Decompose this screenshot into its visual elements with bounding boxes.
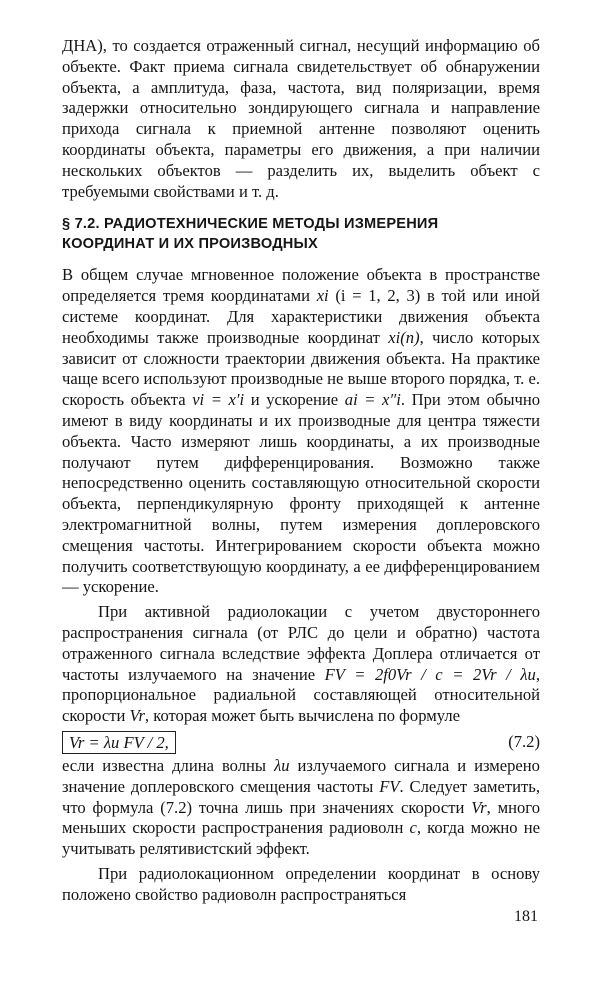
sym-xi: xi bbox=[316, 286, 329, 306]
sym-vi: vi = x′i bbox=[192, 390, 245, 410]
section-heading-line2: КООРДИНАТ И ИХ ПРОИЗВОДНЫХ bbox=[62, 236, 318, 253]
paragraph-top: ДНА), то создается отраженный сигнал, несущий информацию об объекте. Факт приема сигнала свидетельствует об обнаружении объекта, а амплитуда, фаза, частота, вид поляризации, время задержки относительно зондирующего сигнала и направление прихода сигнала к приемной антенне позволяют оценить координаты объекта, параметры его движения, а при наличии нескольких объектов — разделить их, выделить объект с требуемыми свойствами и т. д. bbox=[62, 36, 540, 201]
sym-fv: FV bbox=[379, 776, 400, 796]
section-heading bbox=[62, 214, 540, 254]
p1-text-e: . При этом обычно имеют в виду координаты и их производные для центра тяжести объекта. Часто измеряют лишь координаты, а их производные получают путем дифференцирования. Возможно также непосредственно оценить составляющую относительной скорости объекта, перпендикулярную фронту приходящей к антенне электромагнитной волны, путем измерения доплеровского смещения частоты. Интегрированием скорости объекта можно получить соответствующую координату, а ее дифференцированием — ускорение. bbox=[62, 390, 541, 597]
sym-ai: ai = x″i bbox=[344, 390, 401, 410]
sym-xin: xi(n) bbox=[388, 327, 420, 347]
p1-text-d: и ускорение bbox=[250, 390, 339, 410]
paragraph-doppler bbox=[62, 602, 540, 727]
equation-number: (7.2) bbox=[508, 732, 540, 752]
sym-vr: Vr bbox=[129, 706, 145, 726]
sym-c: c bbox=[409, 818, 417, 838]
p3-text-b: излучаемого сигнала и измерено значение доплеровского смещения частоты bbox=[62, 755, 540, 796]
sym-vr-2: Vr bbox=[471, 797, 487, 817]
sym-lambda: λи bbox=[274, 755, 290, 775]
p1-text-c: , число которых зависит от сложности траектории движения объекта. На практике чаще всего используют производные не выше второго порядка, т. е. скорость объекта bbox=[62, 327, 540, 410]
p2-text-a: При активной радиолокации с учетом двустороннего распространения сигнала (от РЛС до цели и обратно) частота отраженного сигнала вследствие эффекта Доплера отличается от частоты излучаемого на значение bbox=[62, 602, 540, 684]
p3-text-d: , много меньших скорости распространения радиоволн bbox=[62, 797, 540, 838]
formula-box: Vr = λи FV / 2, bbox=[62, 731, 176, 754]
paragraph-coordinates bbox=[62, 265, 540, 598]
page-number: 181 bbox=[514, 908, 538, 925]
p3-text-c: . Следует заметить, что формула (7.2) точна лишь при значениях скорости bbox=[62, 776, 540, 817]
book-page bbox=[62, 36, 540, 905]
p2-text-b: , пропорциональное радиальной составляющей относительной скорости bbox=[62, 664, 540, 726]
paragraph-formula-note bbox=[62, 756, 540, 860]
p1-text-b: (i = 1, 2, 3) в той или иной системе координат. Для характеристики движения объекта необходимы также производные координат bbox=[62, 286, 541, 347]
paragraph-last: При радиолокационном определении координат в основу положено свойство радиоволн распространяться bbox=[62, 863, 540, 904]
p1-text-a: В общем случае мгновенное положение объекта в пространстве определяется тремя координатами bbox=[62, 265, 540, 306]
p3-text-e: , когда можно не учитывать релятивистский эффект. bbox=[62, 818, 540, 859]
section-heading-line1: § 7.2. РАДИОТЕХНИЧЕСКИЕ МЕТОДЫ ИЗМЕРЕНИЯ bbox=[62, 216, 439, 233]
p2-text-c: , которая может быть вычислена по формуле bbox=[144, 706, 460, 726]
p3-text-a: если известна длина волны bbox=[62, 755, 267, 775]
sym-fv-eq: FV = 2f0Vr / c = 2Vr / λи bbox=[324, 664, 536, 684]
formula-row bbox=[62, 731, 540, 754]
